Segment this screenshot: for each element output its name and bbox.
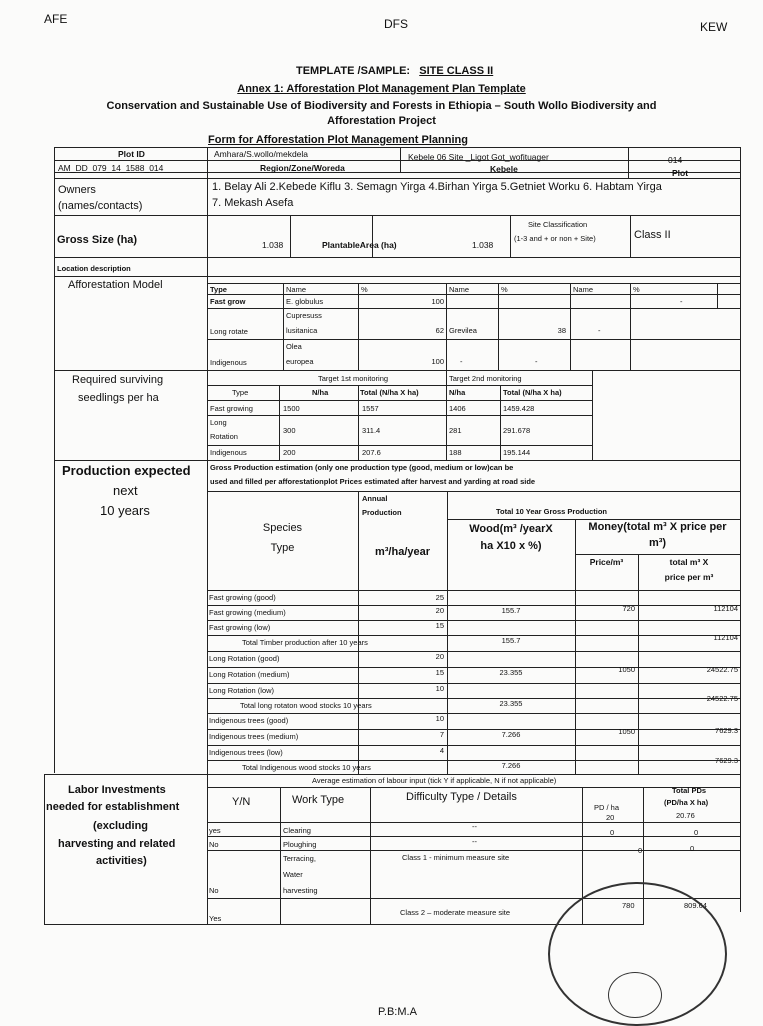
prod-row-name: Fast growing (low) <box>209 623 271 632</box>
prod-row-price: 1050 <box>618 665 635 674</box>
prod-row-name: Long Rotation (low) <box>209 686 275 695</box>
labor-row-moderate-yn: Yes <box>209 914 222 923</box>
labor-row-clearing-pd: 20 <box>606 813 615 822</box>
target-2-label: Target 2nd monitoring <box>449 374 522 383</box>
seed-row-fast-n1: 1500 <box>283 404 300 413</box>
seed-row-fast-type: Fast growing <box>210 404 253 413</box>
aff-row-long-name-a: Cupresuss <box>286 311 322 320</box>
aff-row-fast-name: E. globulus <box>286 297 324 306</box>
aff-row-long-name-b: lusitanica <box>286 326 318 335</box>
seed-row-long-type-a: Long <box>210 418 227 427</box>
aff-header-name-3: Name <box>573 285 594 294</box>
prod-row-annual: 25 <box>435 593 444 602</box>
labor-work-type-header: Work Type <box>292 794 345 806</box>
seed-row-indig-type: Indigenous <box>210 448 247 457</box>
site-class-value: Class II <box>634 229 671 241</box>
prod-row-name: Indigenous trees (medium) <box>209 732 299 741</box>
prod-row-name: Indigenous trees (low) <box>209 748 283 757</box>
aff-row-indig-pct: 100 <box>431 357 444 366</box>
aff-row-long-name2: Grevilea <box>449 326 477 335</box>
site-class-label-1: Site Classification <box>528 220 588 229</box>
total-label-1: total m³ X <box>669 557 709 567</box>
prod-row-annual: 10 <box>435 684 444 693</box>
labor-row-clearing-yn: yes <box>209 826 221 835</box>
header-right: KEW <box>700 20 728 34</box>
prod-row-total-name: Total long rotaton wood stocks 10 years <box>240 701 372 710</box>
aff-row-indig-name-a: Olea <box>286 342 302 351</box>
seed-row-fast-n2: 1406 <box>449 404 466 413</box>
labor-row-ploughing-detail: -- <box>472 837 477 846</box>
prod-row-price: 720 <box>622 604 635 613</box>
prod-row-name: Fast growing (good) <box>209 593 276 602</box>
prod-row-name: Fast growing (medium) <box>209 608 286 617</box>
plantable-label: PlantableArea (ha) <box>322 240 397 250</box>
aff-header-pct-1: % <box>361 285 368 294</box>
prod-row-total: 24522.75 <box>706 694 738 703</box>
seed-row-indig-t2: 195.144 <box>503 448 531 457</box>
labor-total-pds-1: Total PDs <box>672 786 707 795</box>
aff-header-pct-2: % <box>501 285 508 294</box>
prod-row-wood: 155.7 <box>501 636 521 645</box>
aff-header-name-1: Name <box>286 285 307 294</box>
aff-header-type: Type <box>210 285 227 294</box>
prod-row-total: 7629.3 <box>715 756 738 765</box>
labor-row-ploughing-yn: No <box>209 840 219 849</box>
seed-row-long-t1: 311.4 <box>362 426 381 435</box>
seed-col-nha-2: N/ha <box>449 388 466 397</box>
prod-row-total: 112104 <box>713 604 738 613</box>
labor-difficulty-header: Difficulty Type / Details <box>406 791 517 803</box>
target-1-label: Target 1st monitoring <box>318 374 389 383</box>
labor-row-clearing-total: 20.76 <box>676 811 695 820</box>
production-label-3: 10 years <box>100 503 150 518</box>
prod-row-price: 1050 <box>618 727 635 736</box>
prod-row-name: Long Rotation (medium) <box>209 670 290 679</box>
owners-label-2: (names/contacts) <box>58 200 143 212</box>
annual-label-1: Annual <box>362 494 388 503</box>
seed-col-type: Type <box>232 388 249 397</box>
prod-row-annual: 4 <box>439 746 444 755</box>
location-description-label: Location description <box>57 264 131 273</box>
header-center: DFS <box>384 17 408 31</box>
seed-col-nha-1: N/ha <box>312 388 329 397</box>
seed-row-indig-n2: 188 <box>449 448 462 457</box>
aff-row-indig-pct2: - <box>535 357 538 366</box>
plot-number: 014 <box>668 155 683 165</box>
gross-size-value: 1.038 <box>262 240 284 250</box>
site-class-label-2: (1-3 and + or non + Site) <box>514 234 596 243</box>
wood-label-1: Wood(m³ /yearX <box>469 523 553 535</box>
owners-names-1: 1. Belay Ali 2.Kebede Kiflu 3. Semagn Yirga 4.Birhan Yirga 5.Getniet Worku 6. Habtam Yirga <box>212 181 662 193</box>
labor-row-moderate-pd: 780 <box>622 901 635 910</box>
prod-row-wood: 23.355 <box>499 668 523 677</box>
prod-row-annual: 15 <box>435 668 444 677</box>
species-label-1: Species <box>262 522 303 534</box>
prod-row-wood: 23.355 <box>499 699 523 708</box>
labor-row-clearing-detail: -- <box>472 822 477 831</box>
labor-row-terracing-work-a: Terracing, <box>283 854 316 863</box>
footer-initials: P.B:M.A <box>378 1006 417 1018</box>
plot-id-value: AM_DD_079_14_1588_014 <box>58 163 164 173</box>
aff-header-pct-3: % <box>633 285 640 294</box>
prod-row-annual: 15 <box>435 621 444 630</box>
labor-row-ploughing-total: 0 <box>694 828 699 837</box>
labor-pd-ha-header: PD / ha <box>594 803 620 812</box>
gross-size-label: Gross Size (ha) <box>57 234 138 246</box>
seedlings-label-1: Required surviving <box>72 374 164 386</box>
labor-label-3: (excluding <box>93 820 149 832</box>
prod-row-name: Indigenous trees (good) <box>209 716 289 725</box>
seed-row-long-n2: 281 <box>449 426 462 435</box>
labor-row-moderate-detail: Class 2 – moderate measure site <box>400 908 511 917</box>
template-title: TEMPLATE /SAMPLE: SITE CLASS II <box>296 65 494 77</box>
stamp-emblem <box>608 972 662 1018</box>
annual-label-2: Production <box>362 508 402 517</box>
labor-row-terracing-work-c: harvesting <box>283 886 318 895</box>
prod-row-annual: 7 <box>439 730 444 739</box>
money-label-1: Money(total m³ X price per <box>588 521 727 533</box>
seed-row-indig-t1: 207.6 <box>362 448 381 457</box>
aff-row-fast-type: Fast grow <box>210 297 246 306</box>
labor-row-moderate-total: 809.64 <box>684 901 707 910</box>
labor-avg-note: Average estimation of labour input (tick Y if applicable, N if not applicable) <box>312 776 557 785</box>
labor-row-terracing-total: 0 <box>690 844 695 853</box>
project-line-1: Conservation and Sustainable Use of Biodiversity and Forests in Ethiopia – South Wollo Biodiversity and <box>106 100 657 112</box>
aff-row-indig-type: Indigenous <box>210 358 247 367</box>
afforestation-model-label: Afforestation Model <box>68 279 163 291</box>
labor-row-terracing-work-b: Water <box>283 870 303 879</box>
seed-row-long-type-b: Rotation <box>210 432 238 441</box>
prod-row-annual: 20 <box>435 652 444 661</box>
aff-row-long-name3: - <box>598 326 601 335</box>
aff-row-indig-name-b: europea <box>286 357 314 366</box>
aff-header-name-2: Name <box>449 285 470 294</box>
prod-row-annual: 10 <box>435 714 444 723</box>
prod-row-wood: 155.7 <box>501 606 521 615</box>
seed-row-long-n1: 300 <box>283 426 296 435</box>
aff-row-long-type: Long rotate <box>210 327 248 336</box>
project-line-2: Afforestation Project <box>327 115 436 127</box>
labor-label-2: needed for establishment <box>46 801 180 813</box>
kebele-value: Kebele 06 Site _Ligot Got_wofituager <box>408 152 549 162</box>
labor-label-1: Labor Investments <box>68 784 166 796</box>
prod-row-total-name: Total Timber production after 10 years <box>242 638 368 647</box>
annex-title: Annex 1: Afforestation Plot Management Plan Template <box>237 83 526 95</box>
labor-label-4: harvesting and related <box>58 838 176 850</box>
location-value: Amhara/S.wollo/mekdela <box>214 149 309 159</box>
plot-id-label: Plot ID <box>118 149 145 159</box>
labor-row-terracing-pd: 0 <box>638 846 643 855</box>
kebele-label: Kebele <box>490 164 518 174</box>
seed-row-fast-t1: 1557 <box>362 404 379 413</box>
prod-row-total-name: Total Indigenous wood stocks 10 years <box>242 763 371 772</box>
prod-row-annual: 20 <box>435 606 444 615</box>
labor-row-clearing-work: Clearing <box>283 826 311 835</box>
production-label-2: next <box>113 483 138 498</box>
prod-row-total: 24522.75 <box>706 665 738 674</box>
labor-total-pds-2: (PD/ha X ha) <box>664 798 709 807</box>
price-label: Price/m³ <box>589 557 624 567</box>
species-label-2: Type <box>270 542 295 554</box>
prod-row-name: Long Rotation (good) <box>209 654 280 663</box>
owners-label-1: Owners <box>58 184 96 196</box>
location-label: Region/Zone/Woreda <box>260 163 345 173</box>
labor-row-ploughing-pd: 0 <box>610 828 615 837</box>
seed-col-total-2: Total (N/ha X ha) <box>503 388 562 397</box>
m3-ha-year-label: m³/ha/year <box>374 546 431 558</box>
prod-row-total: 7629.3 <box>715 726 738 735</box>
plantable-value: 1.038 <box>472 240 494 250</box>
header-left: AFE <box>44 12 68 26</box>
prod-row-total: 112104 <box>713 633 738 642</box>
labor-row-terracing-yn: No <box>209 886 219 895</box>
production-label-1: Production expected <box>62 463 191 478</box>
labor-row-terracing-detail: Class 1 - minimum measure site <box>402 853 510 862</box>
aff-row-long-pct2: 38 <box>557 326 566 335</box>
owners-names-2: 7. Mekash Asefa <box>212 197 294 209</box>
plot-label: Plot <box>672 168 689 178</box>
prod-row-wood: 7.266 <box>501 761 521 770</box>
form-title: Form for Afforestation Plot Management Planning <box>208 134 468 146</box>
labor-label-5: activities) <box>96 855 147 867</box>
seedlings-label-2: seedlings per ha <box>78 392 159 404</box>
aff-row-indig-name2: - <box>460 357 463 366</box>
aff-row-fast-pct: 100 <box>431 297 444 306</box>
aff-row-fast-pct3: - <box>680 297 683 306</box>
wood-label-2: ha X10 x %) <box>480 540 542 552</box>
prod-row-wood: 7.266 <box>501 730 521 739</box>
seed-row-indig-n1: 200 <box>283 448 296 457</box>
total-label-2: price per m³ <box>664 572 714 582</box>
production-note-2: used and filled per afforestationplot Prices estimated after harvest and yarding at road side <box>210 477 536 486</box>
money-label-2: m³) <box>648 537 667 549</box>
seed-col-total-1: Total (N/ha X ha) <box>360 388 419 397</box>
labor-yn-header: Y/N <box>232 796 251 808</box>
production-note-1: Gross Production estimation (only one production type (good, medium or low)can be <box>210 463 514 472</box>
seed-row-long-t2: 291.678 <box>503 426 531 435</box>
aff-row-long-pct: 62 <box>435 326 444 335</box>
seed-row-fast-t2: 1459.428 <box>503 404 535 413</box>
total-10-year-label: Total 10 Year Gross Production <box>496 507 608 516</box>
labor-row-ploughing-work: Ploughing <box>283 840 317 849</box>
